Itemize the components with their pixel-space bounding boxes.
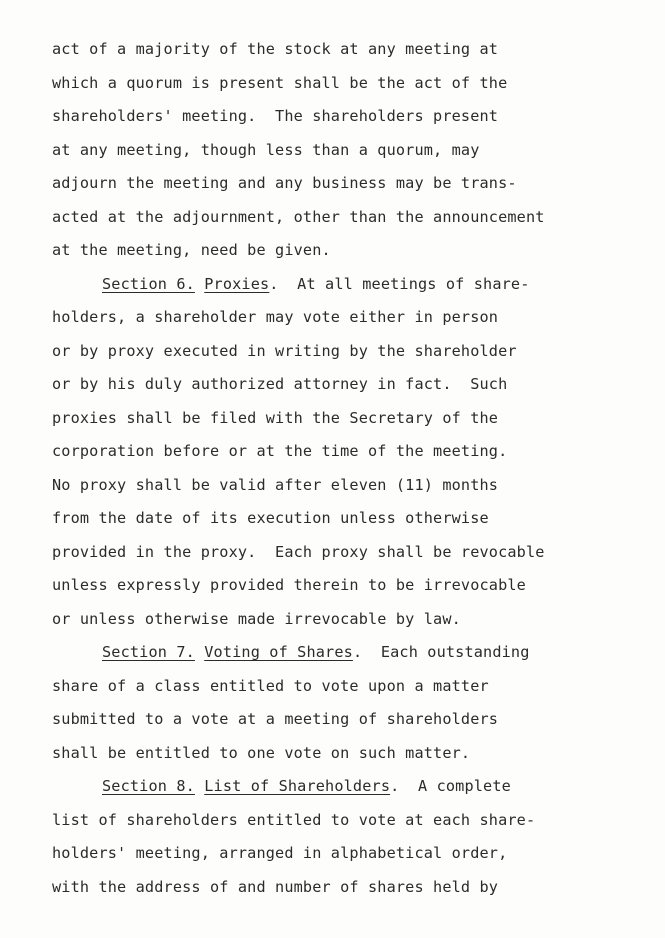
text-line: with the address of and number of shares held by [52,877,499,896]
text-line: from the date of its execution unless otherwise [52,509,489,527]
text-line: No proxy shall be valid after eleven (11) months [52,475,499,494]
section-6-number: Section 6. [102,274,195,293]
text-line: unless expressly provided therein to be irrevocable [52,576,526,594]
section-7-title: Voting of Shares [204,643,353,661]
text-line: at the meeting, need be given. [52,241,331,259]
section-8-text: . A complete [390,777,511,795]
body-text [52,33,652,904]
text-line: act of a majority of the stock at any meeting at [52,40,499,58]
text-line: adjourn the meeting and any business may be trans- [52,174,517,192]
text-line: or unless otherwise made irrevocable by law. [52,609,461,628]
section-7-text: . Each outstanding [352,643,530,661]
text-line: shall be entitled to one vote on such matter. [52,743,471,762]
text-line: holders, a shareholder may vote either in person [52,308,499,326]
text-line: share of a class entitled to vote upon a matter [52,676,489,695]
section-8-heading-line [52,770,652,804]
text-line: which a quorum is present shall be the act of the [52,73,508,92]
text-line: holders' meeting, arranged in alphabetical order, [52,844,508,862]
text-line: acted at the adjournment, other than the announcement [52,207,545,226]
text-line: corporation before or at the time of the meeting. [52,442,508,460]
text-line: list of shareholders entitled to vote at each share- [52,810,536,829]
text-line: shareholders' meeting. The shareholders present [52,107,499,125]
section-7-heading-line [52,636,652,670]
section-6-heading-line [52,268,652,302]
text-line: proxies shall be filed with the Secretary of the [52,408,499,427]
section-6-title: Proxies [204,274,270,293]
text-line: or by proxy executed in writing by the shareholder [52,341,517,360]
section-6-text: . At all meetings of share- [269,274,530,293]
text-line: at any meeting, though less than a quorum, may [52,140,480,159]
section-8-title: List of Shareholders [204,777,391,795]
text-line: provided in the proxy. Each proxy shall be revocable [52,542,545,561]
text-line: submitted to a vote at a meeting of shareholders [52,710,499,728]
section-7-number: Section 7. [102,643,195,661]
text-line: or by his duly authorized attorney in fact. Such [52,375,508,393]
section-8-number: Section 8. [102,777,195,795]
